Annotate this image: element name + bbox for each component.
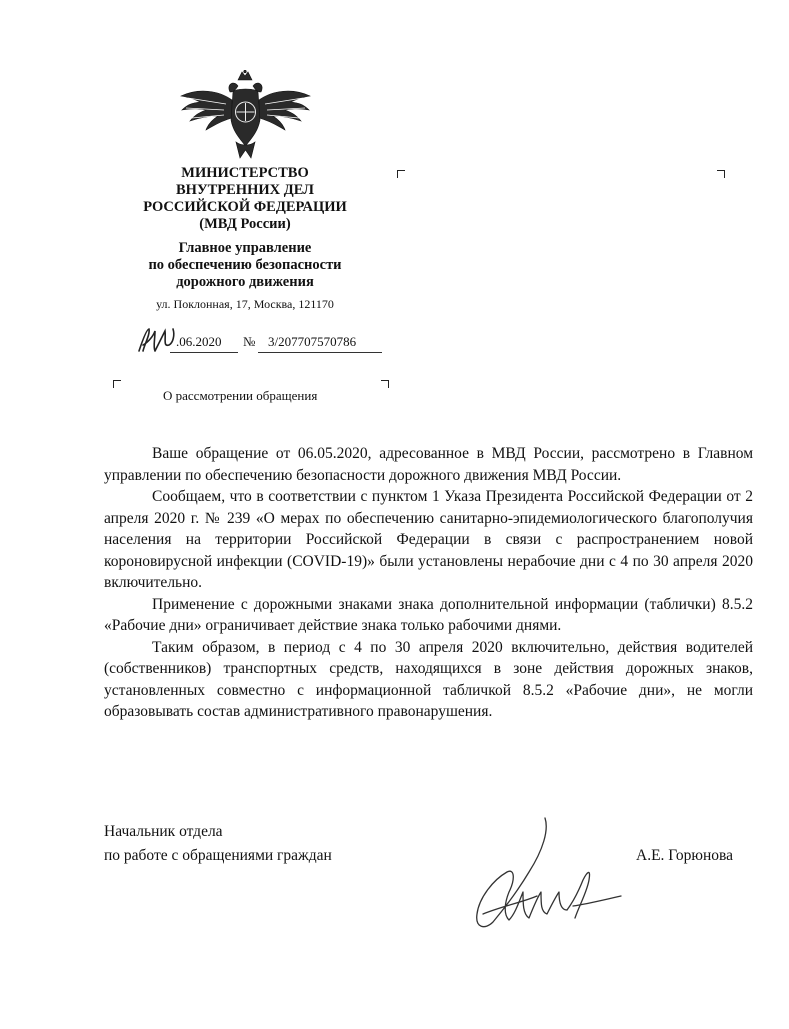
number-underline <box>258 352 382 353</box>
body-paragraph: Сообщаем, что в соответствии с пунктом 1 Указа Президента Российской Федерации от 2 апреля 2020 г. № 239 «О мерах по обеспечению санитарно-эпидемиологического благополучия населения на территории Российской Федерации в связи с распространением новой короновирусной инфекции (COVID-19)» были установлены нерабочие дни с 4 по 30 апреля 2020 включительно. <box>104 488 753 591</box>
addressee-corner-mark <box>397 170 405 178</box>
department-line: по обеспечению безопасности <box>148 257 342 273</box>
handwritten-signature <box>463 810 628 940</box>
ministry-line: ВНУТРЕННИХ ДЕЛ <box>176 182 314 198</box>
ministry-line: (МВД России) <box>199 216 291 232</box>
ministry-line: РОССИЙСКОЙ ФЕДЕРАЦИИ <box>143 199 347 215</box>
date-underline <box>170 352 238 353</box>
body-paragraph: Ваше обращение от 06.05.2020, адресованное в МВД России, рассмотрено в Главном управлении по обеспечению безопасности дорожного движения МВД России. <box>104 445 753 484</box>
signatory-role: Начальник отдела <box>104 823 223 840</box>
department-address: ул. Поклонная, 17, Москва, 121170 <box>156 297 334 311</box>
signatory-role: по работе с обращениями граждан <box>104 847 332 864</box>
body-paragraph: Таким образом, в период с 4 по 30 апреля 2020 включительно, действия водителей (собственников) транспортных средств, находящихся в зоне действия дорожных знаков, установленных совместно с информационной табличкой 8.5.2 «Рабочие дни», не могли образовывать состав административного правонарушения. <box>104 638 753 720</box>
addressee-corner-mark <box>717 170 725 178</box>
department-line: Главное управление <box>178 240 312 256</box>
ministry-line: МИНИСТЕРСТВО <box>181 165 309 181</box>
body-paragraph: Применение с дорожными знаками знака дополнительной информации (таблички) 8.5.2 «Рабочие дни» ограничивает действие знака только рабочими днями. <box>104 595 753 634</box>
handwritten-day-mark <box>135 325 177 355</box>
number-sign: № <box>243 334 256 349</box>
department-name <box>110 240 380 291</box>
subject-corner-mark <box>113 380 121 388</box>
registration-date: .06.2020 <box>176 334 222 349</box>
department-line: дорожного движения <box>176 274 314 290</box>
subject-corner-mark <box>381 380 389 388</box>
letter-body <box>104 443 753 723</box>
letter-subject: О рассмотрении обращения <box>163 388 318 403</box>
ministry-name <box>110 165 380 233</box>
mvd-emblem-icon <box>178 70 313 162</box>
registration-number: 3/207707570786 <box>268 334 357 349</box>
signatory-name: А.Е. Горюнова <box>636 847 734 864</box>
